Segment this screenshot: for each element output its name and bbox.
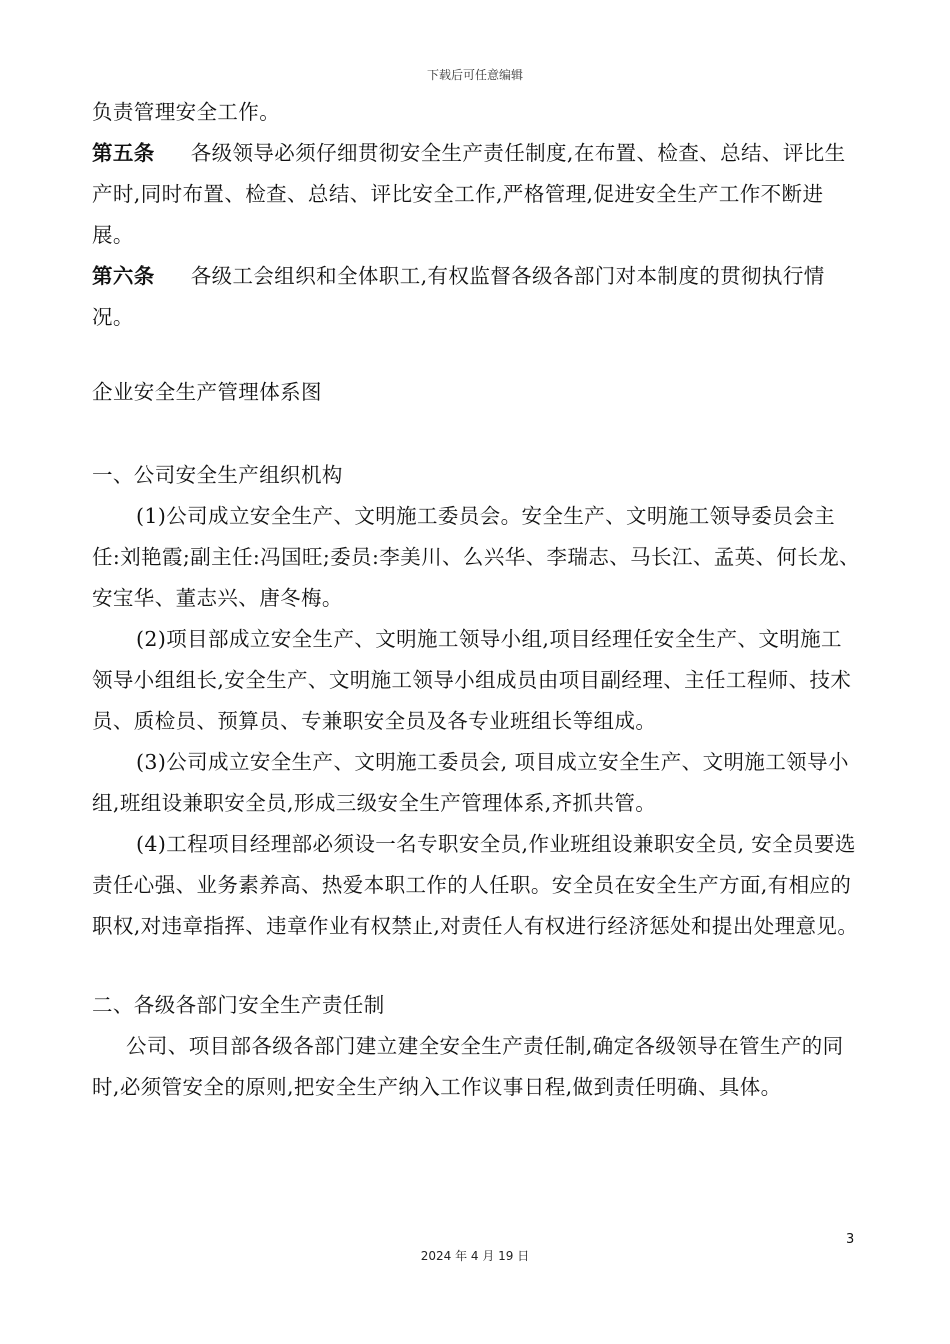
section-1-item-2: (2)项目部成立安全生产、文明施工领导小组,项目经理任安全生产、文明施工领导小组组长,安全生产、文明施工领导小组成员由项目副经理、主任工程师、技术员、质检员、预算员、专兼职安全员及各专业班组长等组成。 — [92, 627, 852, 733]
document-body — [92, 92, 862, 1108]
article-5-text: 各级领导必须仔细贯彻安全生产责任制度,在布置、检查、总结、评比生产时,同时布置、检查、总结、评比安全工作,严格管理,促进安全生产工作不断进展。 — [92, 141, 846, 247]
article-5-label: 第五条 — [92, 141, 155, 165]
section-1-item-4: (4)工程项目经理部必须设一名专职安全员,作业班组设兼职安全员, 安全员要选责任心强、业务素养高、热爱本职工作的人任职。安全员在安全生产方面,有相应的职权,对违章指挥、违章作业有权禁止,对责任人有权进行经济惩处和提出处理意见。 — [92, 832, 859, 938]
page-footer-date: 2024 年 4 月 19 日 — [420, 1249, 530, 1263]
section-2-heading: 二、各级各部门安全生产责任制 — [92, 993, 385, 1017]
section-1-heading: 一、公司安全生产组织机构 — [92, 463, 343, 487]
diagram-title: 企业安全生产管理体系图 — [92, 380, 322, 404]
section-1-item-1: (1)公司成立安全生产、文明施工委员会。安全生产、文明施工领导委员会主任:刘艳霞;副主任:冯国旺;委员:李美川、么兴华、李瑞志、马长江、孟英、何长龙、安宝华、董志兴、唐冬梅。 — [92, 504, 861, 610]
page-header-note: 下载后可任意编辑 — [426, 68, 523, 82]
article-6 — [92, 256, 862, 338]
paragraph-continuation: 负责管理安全工作。 — [92, 100, 281, 124]
section-1-item-3: (3)公司成立安全生产、文明施工委员会, 项目成立安全生产、文明施工领导小组,班组设兼职安全员,形成三级安全生产管理体系,齐抓共管。 — [92, 750, 849, 815]
article-6-label: 第六条 — [92, 264, 155, 288]
section-2-text: 公司、项目部各级各部门建立建全安全生产责任制,确定各级领导在管生产的同时,必须管安全的原则,把安全生产纳入工作议事日程,做到责任明确、具体。 — [92, 1034, 844, 1099]
article-6-text: 各级工会组织和全体职工,有权监督各级各部门对本制度的贯彻执行情况。 — [92, 264, 825, 329]
article-5 — [92, 133, 862, 256]
page-number: 3 — [846, 1232, 855, 1247]
